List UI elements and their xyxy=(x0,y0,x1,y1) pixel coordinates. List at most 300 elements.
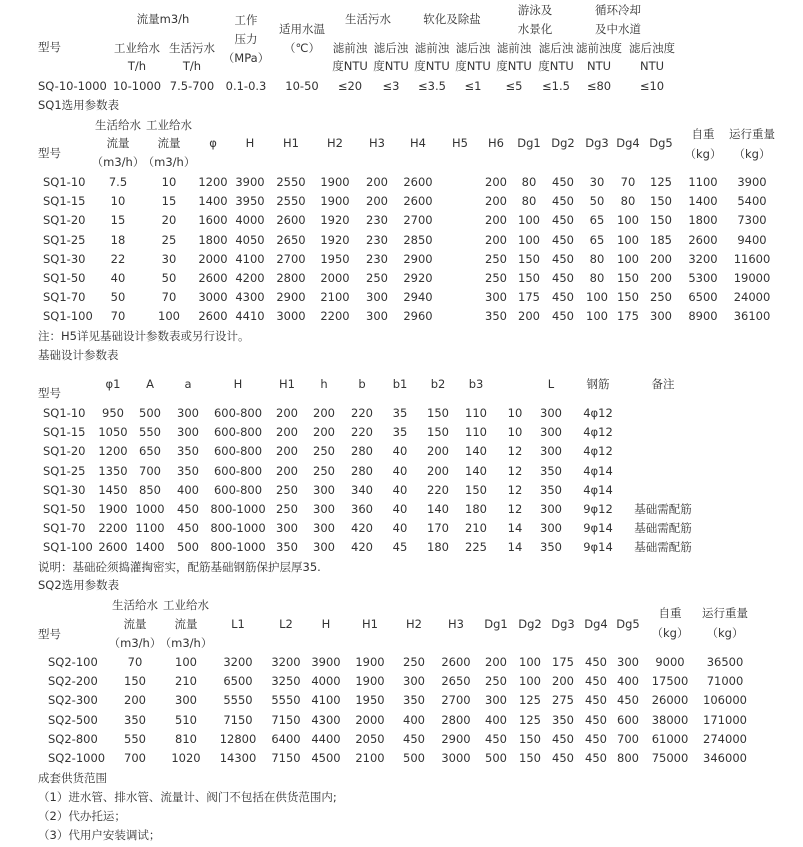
foundation-cell: 40 xyxy=(392,502,408,516)
foundation-cell: 300 xyxy=(177,406,199,420)
foundation-cell: 2200 xyxy=(98,521,128,536)
foundation-cell: 200 xyxy=(313,406,335,420)
sq1-cell: 175 xyxy=(617,309,639,324)
sq1-cell: 200 xyxy=(485,194,507,209)
sq2-column-header: Dg3 xyxy=(551,617,575,631)
sq1-cell: 230 xyxy=(366,213,388,228)
table0-cell: ≤1.5 xyxy=(542,79,570,93)
foundation-cell: 300 xyxy=(540,444,562,459)
foundation-cell: 300 xyxy=(313,521,335,536)
sq2-cell: SQ2-100 xyxy=(48,655,98,669)
foundation-cell: 12 xyxy=(507,482,523,497)
sq2-cell: 7150 xyxy=(271,751,301,765)
sq2-cell: 450 xyxy=(617,693,639,708)
sq1-cell: 2920 xyxy=(403,271,433,285)
sq1-cell: 4410 xyxy=(235,309,265,324)
sq1-cell: 22 xyxy=(110,251,126,266)
sq2-cell: 400 xyxy=(617,674,639,689)
sq2-cell: 2700 xyxy=(441,693,471,708)
sq2-cell: 4000 xyxy=(311,674,341,689)
sq1-cell: 2550 xyxy=(276,175,306,189)
sq1-cell: 1950 xyxy=(320,251,350,266)
foundation-cell: 650 xyxy=(139,444,161,459)
sq2-cell: 450 xyxy=(403,731,425,746)
sq2-cell: 500 xyxy=(403,751,425,765)
foundation-cell: 4φ14 xyxy=(583,482,613,497)
sq1-column-header: H5 xyxy=(452,136,468,150)
foundation-cell: 250 xyxy=(313,444,335,459)
table0-pressure-unit: （MPa） xyxy=(222,51,270,65)
sq2-cell: 106000 xyxy=(703,693,747,708)
foundation-cell: 10 xyxy=(507,425,523,440)
sq2-cell: 4400 xyxy=(311,731,341,746)
sq1-cell: 100 xyxy=(586,290,608,305)
foundation-cell: 600-800 xyxy=(213,482,263,497)
sq1-cell: 450 xyxy=(552,251,574,266)
foundation-column-header: 型号 xyxy=(38,386,61,400)
foundation-column-header: h xyxy=(320,377,328,391)
foundation-cell: 35 xyxy=(392,425,408,440)
sq1-cell: 2900 xyxy=(276,290,306,305)
foundation-cell: 基础需配筋 xyxy=(634,502,692,516)
foundation-table-title: 基础设计参数表 xyxy=(38,348,119,362)
sq2-cell: 2650 xyxy=(441,674,471,689)
sq1-cell: 2900 xyxy=(403,251,433,266)
sq1-cell: 15 xyxy=(110,213,126,228)
table0-industrial-unit: T/h xyxy=(127,59,147,73)
sq1-cell: 200 xyxy=(366,175,388,189)
sq1-cell: 250 xyxy=(650,290,672,305)
sq2-cell: 800 xyxy=(617,751,639,765)
sq1-cell: 230 xyxy=(366,232,388,247)
sq1-cell: 150 xyxy=(650,194,672,209)
sq1-cell: 50 xyxy=(589,194,605,209)
sq1-cell: 80 xyxy=(589,251,605,266)
foundation-column-header: A xyxy=(146,377,154,391)
foundation-cell: 300 xyxy=(313,502,335,516)
sq2-cell: 300 xyxy=(485,693,507,708)
foundation-cell: SQ1-10 xyxy=(43,406,86,420)
sq1-table-title: SQ1选用参数表 xyxy=(38,98,120,112)
table0-temp-header: 适用水温 xyxy=(279,22,325,36)
sq1-cell: 150 xyxy=(617,271,639,285)
sq1-cell: SQ1-25 xyxy=(43,232,86,247)
sq2-cell: 70 xyxy=(127,655,143,669)
sq1-cell: SQ1-100 xyxy=(43,309,93,324)
foundation-cell: 40 xyxy=(392,482,408,497)
foundation-cell: 140 xyxy=(465,444,487,459)
foundation-cell: 300 xyxy=(540,425,562,440)
supply-item: （3）代用户安装调试； xyxy=(38,828,161,842)
sq1-cell: 450 xyxy=(552,271,574,285)
foundation-cell: 800-1000 xyxy=(210,521,266,536)
sq1-cell: 150 xyxy=(518,271,540,285)
foundation-cell: 170 xyxy=(427,521,449,536)
sq1-cell: 5400 xyxy=(737,194,767,209)
sq1-model-header: 型号 xyxy=(38,146,61,160)
table0-domestic-header: 生活污水 xyxy=(169,41,215,55)
sq1-cell: 450 xyxy=(552,232,574,247)
sq2-model-header: 型号 xyxy=(38,627,61,641)
foundation-cell: 4φ12 xyxy=(583,444,613,459)
sq1-cell: 7.5 xyxy=(108,175,128,189)
foundation-cell: 800-1000 xyxy=(210,502,266,516)
sq2-cell: 9000 xyxy=(655,655,685,669)
table0-turbidity-unit: 度NTU xyxy=(538,59,574,73)
sq2-cell: 1950 xyxy=(355,693,385,708)
foundation-cell: 150 xyxy=(465,482,487,497)
foundation-cell: 300 xyxy=(540,521,562,536)
sq1-cell: 1600 xyxy=(198,213,228,228)
foundation-cell: 420 xyxy=(351,521,373,536)
sq2-domestic-flow-header: 流量 xyxy=(123,617,147,631)
sq1-cell: SQ1-50 xyxy=(43,271,86,285)
sq1-cell: 100 xyxy=(158,309,180,324)
sq2-cell: 7150 xyxy=(271,712,301,727)
sq1-cell: 150 xyxy=(617,290,639,305)
sq2-weight-header: 自重 xyxy=(658,606,682,620)
table0-swim-group-header: 游泳及 xyxy=(517,3,553,17)
sq1-cell: 250 xyxy=(366,271,388,285)
foundation-cell: 9φ14 xyxy=(583,521,613,536)
sq1-cell: 19000 xyxy=(733,271,771,285)
foundation-cell: 500 xyxy=(139,406,161,420)
sq1-cell: SQ1-10 xyxy=(43,175,86,189)
sq1-cell: 1200 xyxy=(198,175,228,189)
foundation-cell: 9φ12 xyxy=(583,502,613,516)
foundation-cell: 基础需配筋 xyxy=(634,521,692,536)
sq1-cell: 100 xyxy=(518,213,540,228)
sq1-cell: 100 xyxy=(586,309,608,324)
foundation-cell: SQ1-15 xyxy=(43,425,86,440)
sq1-cell: 1900 xyxy=(320,194,350,209)
foundation-cell: 350 xyxy=(540,540,562,555)
sq2-cell: 175 xyxy=(552,655,574,669)
sq1-cell: 3200 xyxy=(688,251,718,266)
sq1-cell: 150 xyxy=(518,251,540,266)
sq2-cell: 2900 xyxy=(441,731,471,746)
sq2-cell: 26000 xyxy=(651,693,689,708)
sq1-industrial-unit: （m3/h） xyxy=(142,155,196,169)
sq2-cell: 75000 xyxy=(651,751,689,765)
sq1-column-header: H1 xyxy=(283,136,299,150)
sq1-op-weight-header: 运行重量 xyxy=(729,127,775,141)
sq2-cell: 450 xyxy=(585,674,607,689)
table0-cell: ≤3.5 xyxy=(418,79,446,93)
table0-industrial-header: 工业给水 xyxy=(114,41,160,55)
sq1-domestic-unit: （m3/h） xyxy=(91,155,145,169)
foundation-cell: 1400 xyxy=(135,540,165,555)
sq1-column-header: Dg3 xyxy=(585,136,609,150)
sq2-cell: 250 xyxy=(485,674,507,689)
sq1-op-weight-unit: （kg） xyxy=(733,147,771,161)
sq1-cell: 200 xyxy=(650,271,672,285)
foundation-cell: 4φ12 xyxy=(583,406,613,420)
table0-cell: 0.1-0.3 xyxy=(225,79,267,93)
sq1-cell: SQ1-30 xyxy=(43,251,86,266)
sq1-cell: 1920 xyxy=(320,213,350,228)
foundation-cell: 300 xyxy=(276,521,298,536)
foundation-cell: 12 xyxy=(507,444,523,459)
table0-cell: ≤5 xyxy=(505,79,523,93)
sq1-cell: 2000 xyxy=(320,271,350,285)
foundation-cell: 600-800 xyxy=(213,425,263,440)
foundation-cell: 40 xyxy=(392,444,408,459)
sq1-cell: 450 xyxy=(552,194,574,209)
table0-turbidity-header: 滤后浊 xyxy=(538,41,574,55)
foundation-note: 说明：基础砼须捣灌掏密实，配筋基础钢筋保护层厚35. xyxy=(38,560,321,574)
sq1-column-header: H6 xyxy=(488,136,504,150)
foundation-cell: SQ1-30 xyxy=(43,482,86,497)
sq2-cell: 210 xyxy=(175,674,197,689)
sq2-cell: SQ2-300 xyxy=(48,693,98,708)
sq1-cell: 70 xyxy=(161,290,177,305)
sq1-cell: 80 xyxy=(589,271,605,285)
table0-turbidity-unit: NTU xyxy=(639,59,665,73)
sq1-industrial-flow-header: 流量 xyxy=(157,136,181,150)
sq1-cell: 3900 xyxy=(235,175,265,189)
foundation-cell: 300 xyxy=(313,540,335,555)
sq1-cell: 450 xyxy=(552,309,574,324)
sq1-cell: 100 xyxy=(518,232,540,247)
sq1-cell: 300 xyxy=(366,290,388,305)
sq1-cell: 100 xyxy=(617,232,639,247)
sq1-cell: 3950 xyxy=(235,194,265,209)
sq2-cell: 4100 xyxy=(311,693,341,708)
sq2-cell: 200 xyxy=(552,674,574,689)
sq1-cell: 1400 xyxy=(688,194,718,209)
sq2-cell: 450 xyxy=(585,655,607,669)
sq1-cell: 4100 xyxy=(235,251,265,266)
sq1-cell: 80 xyxy=(620,194,636,209)
foundation-cell: 140 xyxy=(427,502,449,516)
sq1-cell: 200 xyxy=(518,309,540,324)
foundation-cell: 250 xyxy=(276,482,298,497)
sq1-cell: 10 xyxy=(161,175,177,189)
sq2-cell: 125 xyxy=(519,712,541,727)
sq1-cell: 2700 xyxy=(403,213,433,228)
sq1-cell: 2600 xyxy=(198,271,228,285)
sq2-cell: 3000 xyxy=(441,751,471,765)
foundation-column-header: 钢筋 xyxy=(586,377,610,391)
sq1-cell: 1900 xyxy=(320,175,350,189)
sq2-cell: 71000 xyxy=(706,674,744,689)
foundation-cell: 200 xyxy=(276,425,298,440)
sq1-weight-header: 自重 xyxy=(691,127,715,141)
foundation-cell: 280 xyxy=(351,444,373,459)
foundation-cell: 500 xyxy=(177,540,199,555)
sq1-cell: 100 xyxy=(617,251,639,266)
sq1-cell: 2960 xyxy=(403,309,433,324)
foundation-cell: 200 xyxy=(427,444,449,459)
foundation-column-header: b xyxy=(358,377,366,391)
sq2-domestic-header: 生活给水 xyxy=(112,598,158,612)
sq1-cell: 250 xyxy=(485,251,507,266)
sq1-cell: 25 xyxy=(161,232,177,247)
sq1-cell: 3000 xyxy=(276,309,306,324)
foundation-cell: SQ1-50 xyxy=(43,502,86,516)
sq1-cell: 9400 xyxy=(737,232,767,247)
sq1-cell: 2600 xyxy=(403,194,433,209)
table0-cell: ≤1 xyxy=(464,79,482,93)
sq2-weight-unit: （kg） xyxy=(651,626,689,640)
sq1-cell: 450 xyxy=(552,175,574,189)
foundation-cell: 1200 xyxy=(98,444,128,459)
sq2-cell: 450 xyxy=(585,712,607,727)
foundation-cell: 1450 xyxy=(98,482,128,497)
sq1-cell: 8900 xyxy=(688,309,718,324)
sq2-column-header: H1 xyxy=(362,617,378,631)
sq1-cell: 1400 xyxy=(198,194,228,209)
sq1-cell: 65 xyxy=(589,232,605,247)
sq2-cell: 2600 xyxy=(441,655,471,669)
foundation-cell: 4φ12 xyxy=(583,425,613,440)
sq2-cell: 3900 xyxy=(311,655,341,669)
foundation-column-header: 备注 xyxy=(651,377,675,391)
supply-item: （2）代办托运； xyxy=(38,809,126,823)
sq2-cell: 2800 xyxy=(441,712,471,727)
table0-turbidity-unit: 度NTU xyxy=(455,59,491,73)
foundation-cell: 1100 xyxy=(135,521,165,536)
foundation-cell: 600-800 xyxy=(213,444,263,459)
sq1-column-header: H xyxy=(245,136,255,150)
sq1-cell: 2650 xyxy=(276,232,306,247)
table0-cooling-group-header: 循环冷却 xyxy=(595,3,641,17)
sq2-cell: 300 xyxy=(175,693,197,708)
sq1-cell: SQ1-70 xyxy=(43,290,86,305)
sq2-cell: 4500 xyxy=(311,751,341,765)
sq2-cell: 400 xyxy=(403,712,425,727)
table0-cell: ≤10 xyxy=(639,79,665,93)
sq2-cell: 61000 xyxy=(651,731,689,746)
sq2-column-header: H2 xyxy=(406,617,422,631)
sq1-cell: SQ1-20 xyxy=(43,213,86,228)
sq1-industrial-header: 工业给水 xyxy=(146,118,192,132)
foundation-cell: 360 xyxy=(351,502,373,516)
foundation-cell: 450 xyxy=(177,521,199,536)
table0-turbidity-unit: NTU xyxy=(586,59,612,73)
table0-turbidity-header: 滤后浊度 xyxy=(629,41,675,55)
sq2-cell: 150 xyxy=(124,674,146,689)
sq1-cell: 65 xyxy=(589,213,605,228)
sq1-cell: 18 xyxy=(110,232,126,247)
sq1-column-header: H3 xyxy=(369,136,385,150)
sq2-cell: 2100 xyxy=(355,751,385,765)
sq1-cell: 2550 xyxy=(276,194,306,209)
foundation-cell: 300 xyxy=(540,406,562,420)
foundation-column-header: a xyxy=(184,377,192,391)
table0-model-header: 型号 xyxy=(38,40,61,54)
table0-turbidity-header: 滤前浊 xyxy=(414,41,450,55)
sq2-cell: 350 xyxy=(124,712,146,727)
table0-turbidity-unit: 度NTU xyxy=(373,59,409,73)
sq1-cell: 200 xyxy=(650,251,672,266)
sq1-cell: 10 xyxy=(110,194,126,209)
sq1-cell: 125 xyxy=(650,175,672,189)
sq1-domestic-header: 生活给水 xyxy=(95,118,141,132)
table0-turbidity-unit: 度NTU xyxy=(332,59,368,73)
sq1-cell: 2700 xyxy=(276,251,306,266)
foundation-cell: 450 xyxy=(177,502,199,516)
foundation-cell: 200 xyxy=(427,463,449,478)
sq1-cell: 4050 xyxy=(235,232,265,247)
foundation-cell: 12 xyxy=(507,502,523,516)
sq2-cell: 100 xyxy=(175,655,197,669)
sq2-cell: 250 xyxy=(403,655,425,669)
foundation-cell: SQ1-70 xyxy=(43,521,86,536)
sq2-cell: 274000 xyxy=(703,731,747,746)
sq1-cell: 175 xyxy=(518,290,540,305)
sq2-industrial-header: 工业给水 xyxy=(163,598,209,612)
sq2-cell: 450 xyxy=(552,731,574,746)
sq1-cell: 7300 xyxy=(737,213,767,228)
sq1-cell: 300 xyxy=(485,290,507,305)
foundation-cell: 300 xyxy=(540,502,562,516)
sq2-op-weight-unit: （kg） xyxy=(706,626,744,640)
foundation-cell: 40 xyxy=(392,521,408,536)
sq2-cell: 550 xyxy=(124,731,146,746)
sq2-cell: 700 xyxy=(124,751,146,765)
foundation-cell: 800-1000 xyxy=(210,540,266,555)
sq1-cell: 450 xyxy=(552,213,574,228)
sq1-cell: 70 xyxy=(110,309,126,324)
sq2-industrial-flow-header: 流量 xyxy=(174,617,198,631)
foundation-cell: 200 xyxy=(313,425,335,440)
foundation-column-header: H xyxy=(233,377,243,391)
sq2-cell: 2050 xyxy=(355,731,385,746)
sq1-weight-unit: （kg） xyxy=(684,147,722,161)
sq2-cell: 500 xyxy=(485,751,507,765)
sq2-column-header: H3 xyxy=(448,617,464,631)
sq2-cell: 810 xyxy=(175,731,197,746)
sq1-cell: 2600 xyxy=(688,232,718,247)
sq1-cell: 3900 xyxy=(737,175,767,189)
foundation-cell: 250 xyxy=(313,463,335,478)
foundation-cell: 350 xyxy=(276,540,298,555)
sq2-cell: 6400 xyxy=(271,731,301,746)
foundation-cell: 420 xyxy=(351,540,373,555)
foundation-cell: 350 xyxy=(177,444,199,459)
foundation-cell: 14 xyxy=(507,540,523,555)
sq2-cell: 300 xyxy=(617,655,639,669)
sq1-cell: 100 xyxy=(617,213,639,228)
foundation-cell: 1000 xyxy=(135,502,165,516)
sq1-cell: 30 xyxy=(161,251,177,266)
sq1-cell: 40 xyxy=(110,271,126,285)
foundation-cell: 110 xyxy=(465,406,487,420)
sq1-cell: 2850 xyxy=(403,232,433,247)
foundation-cell: 600-800 xyxy=(213,406,263,420)
sq1-cell: 2100 xyxy=(320,290,350,305)
sq1-cell: 2940 xyxy=(403,290,433,305)
table0-cooling-group-header-2: 及中水道 xyxy=(595,22,641,36)
foundation-cell: 400 xyxy=(177,482,199,497)
sq1-cell: 15 xyxy=(161,194,177,209)
table0-domestic-unit: T/h xyxy=(182,59,202,73)
sq2-column-header: Dg1 xyxy=(484,617,508,631)
sq1-cell: 50 xyxy=(110,290,126,305)
sq2-cell: 36500 xyxy=(706,655,744,669)
sq1-note: 注：H5详见基础设计参数表或另行设计。 xyxy=(38,329,250,343)
table0-turbidity-header: 滤前浊 xyxy=(332,41,368,55)
sq2-domestic-unit: （m3/h） xyxy=(108,636,162,650)
sq1-cell: 4300 xyxy=(235,290,265,305)
foundation-cell: 9φ14 xyxy=(583,540,613,555)
foundation-column-header: φ1 xyxy=(105,377,121,391)
sq2-cell: 14300 xyxy=(219,751,257,765)
foundation-cell: 220 xyxy=(351,425,373,440)
foundation-cell: 350 xyxy=(177,463,199,478)
